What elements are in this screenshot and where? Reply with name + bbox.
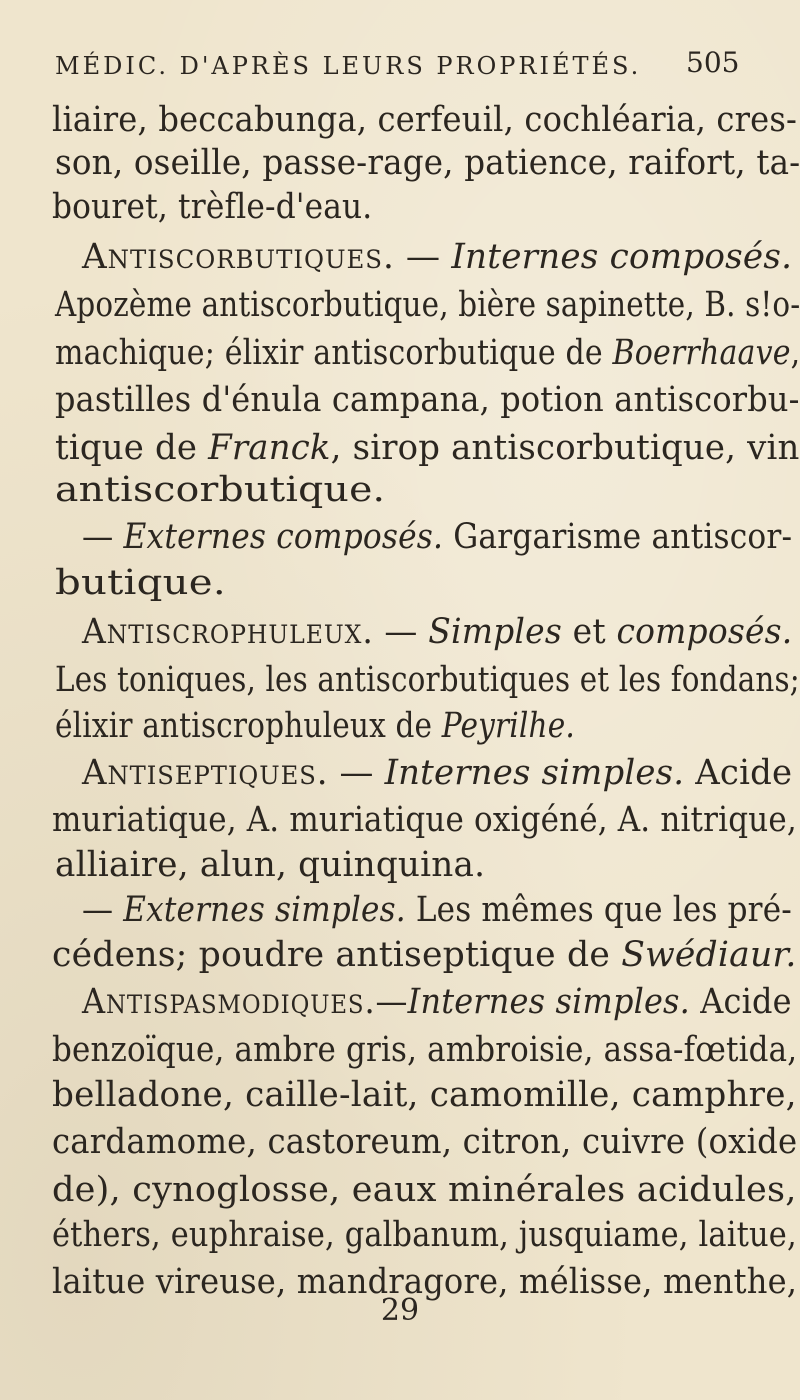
text-run: butique. xyxy=(55,563,226,603)
text-run: , sirop antiscorbutique, vin xyxy=(330,428,800,468)
page-number: 505 xyxy=(686,46,740,79)
text-run: Internes simples. xyxy=(384,753,685,793)
text-line xyxy=(55,470,385,510)
text-line xyxy=(52,1122,797,1162)
text-run: Franck xyxy=(208,428,331,468)
text-run: Apozème antiscorbutique, bière sapinette, B. s!o- xyxy=(55,285,800,325)
text-line xyxy=(55,706,575,746)
text-run: laitue vireuse, mandragore, mélisse, menthe, xyxy=(52,1262,798,1302)
text-run: , xyxy=(790,333,800,373)
text-run: benzoïque, ambre gris, ambroisie, assa-fœtida, xyxy=(52,1030,798,1070)
text-line xyxy=(55,333,800,373)
text-line xyxy=(55,428,800,468)
text-line xyxy=(82,612,792,652)
text-run: Acide xyxy=(684,753,793,793)
text-run: Acide xyxy=(689,982,792,1022)
text-line xyxy=(55,285,800,325)
text-line xyxy=(52,800,797,840)
text-run: et xyxy=(561,612,617,652)
text-line xyxy=(82,753,792,793)
text-line xyxy=(82,237,792,277)
text-line xyxy=(52,1030,797,1070)
text-line xyxy=(55,380,800,420)
text-run: Les toniques, les antiscorbutiques et les fondans; xyxy=(55,660,800,700)
text-run: Simples xyxy=(428,612,562,652)
text-line xyxy=(52,1075,797,1115)
running-title: MÉDIC. D'APRÈS LEURS PROPRIÉTÉS. xyxy=(55,52,642,80)
text-run: liaire, beccabunga, cerfeuil, cochléaria, cres- xyxy=(52,100,798,140)
text-run: tique de xyxy=(55,428,209,468)
signature-mark: 29 xyxy=(380,1293,420,1328)
text-line xyxy=(82,982,792,1022)
text-run: muriatique, A. muriatique oxigéné, A. nitrique, xyxy=(52,800,797,840)
text-run: composés. xyxy=(616,612,793,652)
text-line xyxy=(55,845,485,885)
text-line xyxy=(82,517,792,557)
text-run: Peyrilhe. xyxy=(441,706,575,746)
text-run: belladone, caille-lait, camomille, camphre, xyxy=(52,1075,797,1115)
text-run: son, oseille, passe-rage, patience, raifort, ta- xyxy=(55,143,800,183)
text-run: bouret, trèfle-d'eau. xyxy=(52,187,373,227)
text-run: Externes simples. xyxy=(123,890,406,930)
text-run: Antiscrophuleux. xyxy=(82,612,374,652)
text-line xyxy=(52,1262,797,1302)
text-run: Swédiaur. xyxy=(621,935,797,975)
text-run: — xyxy=(375,982,408,1022)
text-line xyxy=(52,1215,797,1255)
text-run: cardamome, castoreum, citron, cuivre (oxide xyxy=(52,1122,798,1162)
text-run: — xyxy=(328,753,385,793)
text-run: de), cynoglosse, eaux minérales acidules, xyxy=(52,1170,797,1210)
text-line xyxy=(55,660,800,700)
text-run: Internes xyxy=(451,237,599,277)
text-run: — xyxy=(394,237,452,277)
text-run: Internes simples. xyxy=(407,982,690,1022)
text-run: machique; élixir antiscorbutique de xyxy=(55,333,613,373)
text-run: — xyxy=(82,517,124,557)
text-run: Boerrhaave xyxy=(612,333,791,373)
text-run: pastilles d'énula campana, potion antiscorbu- xyxy=(55,380,800,420)
text-run: éthers, euphraise, galbanum, jusquiame, laitue, xyxy=(52,1215,797,1255)
text-run: alliaire, alun, quinquina. xyxy=(55,845,486,885)
text-line xyxy=(55,563,226,603)
text-run: antiscorbutique. xyxy=(55,470,386,510)
text-line xyxy=(52,1170,797,1210)
text-run: — xyxy=(373,612,429,652)
text-run: Antiseptiques. xyxy=(82,753,329,793)
text-run xyxy=(599,237,610,277)
text-run: Antiscorbutiques. xyxy=(82,237,395,277)
text-run: composés. xyxy=(609,237,793,277)
text-line xyxy=(52,100,797,140)
text-run: élixir antiscrophuleux de xyxy=(55,706,442,746)
text-run: Antispasmodiques. xyxy=(82,982,376,1022)
text-run: Les mêmes que les pré- xyxy=(405,890,792,930)
text-line xyxy=(82,890,792,930)
text-run: Gargarisme antiscor- xyxy=(443,517,793,557)
text-line xyxy=(55,143,800,183)
text-line xyxy=(52,187,372,227)
text-run: cédens; poudre antiseptique de xyxy=(52,935,622,975)
text-run: — xyxy=(82,890,124,930)
text-run: Externes composés. xyxy=(123,517,444,557)
text-line xyxy=(52,935,797,975)
